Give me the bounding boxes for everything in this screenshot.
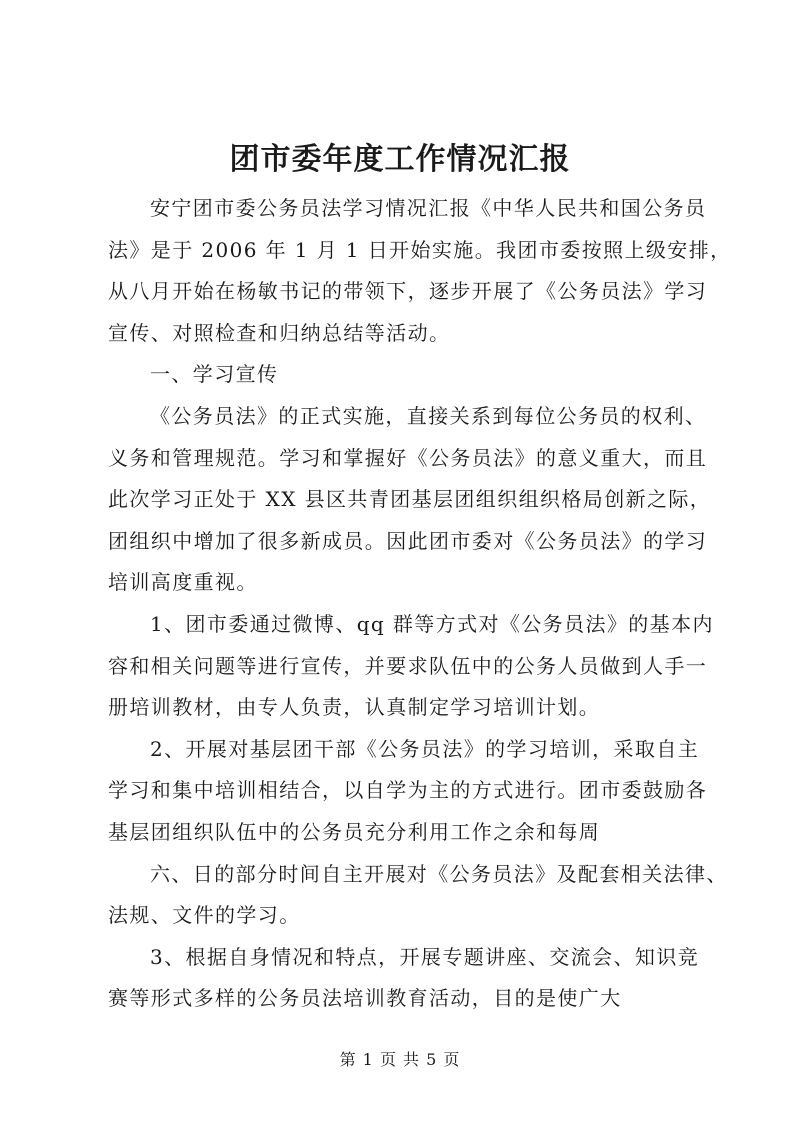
page-number-footer: 第 1 页 共 5 页	[339, 1050, 461, 1069]
text-line: 团组织中增加了很多新成员。因此团市委对《公务员法》的学习	[108, 528, 708, 553]
text-line: 法规、文件的学习。	[108, 903, 301, 928]
text-line: 《公务员法》的正式实施，直接关系到每位公务员的权利、	[150, 403, 707, 428]
section-heading: 一、学习宣传	[150, 362, 279, 387]
document-body	[108, 188, 732, 1020]
text-line: 基层团组织队伍中的公务员充分利用工作之余和每周	[108, 819, 601, 844]
text-line: 法》是于 2006 年 1 月 1 日开始实施。我团市委按照上级安排，	[108, 237, 732, 262]
text-line: 册培训教材，由专人负责，认真制定学习培训计划。	[108, 695, 601, 720]
text-line: 1、团市委通过微博、qq 群等方式对《公务员法》的基本内	[150, 611, 714, 636]
text-line: 培训高度重视。	[108, 570, 258, 595]
text-line: 容和相关问题等进行宣传，并要求队伍中的公务人员做到人手一	[108, 653, 708, 678]
text-line: 2、开展对基层团干部《公务员法》的学习培训，采取自主	[150, 736, 700, 761]
text-line: 此次学习正处于 XX 县区共青团基层团组织组织格局创新之际，	[108, 487, 712, 512]
text-line: 3、根据自身情况和特点，开展专题讲座、交流会、知识竞	[150, 944, 700, 969]
text-line: 宣传、对照检查和归纳总结等活动。	[108, 320, 451, 345]
document-title: 团市委年度工作情况汇报	[229, 142, 571, 177]
text-line: 安宁团市委公务员法学习情况汇报《中华人民共和国公务员	[150, 196, 707, 220]
text-line: 义务和管理规范。学习和掌握好《公务员法》的意义重大，而且	[108, 445, 708, 470]
text-line: 学习和集中培训相结合，以自学为主的方式进行。团市委鼓励各	[108, 778, 708, 803]
text-line: 六、日的部分时间自主开展对《公务员法》及配套相关法律、	[150, 861, 728, 886]
text-line: 从八月开始在杨敏书记的带领下，逐步开展了《公务员法》学习	[108, 279, 708, 304]
text-line: 赛等形式多样的公务员法培训教育活动，目的是使广大	[108, 986, 622, 1011]
